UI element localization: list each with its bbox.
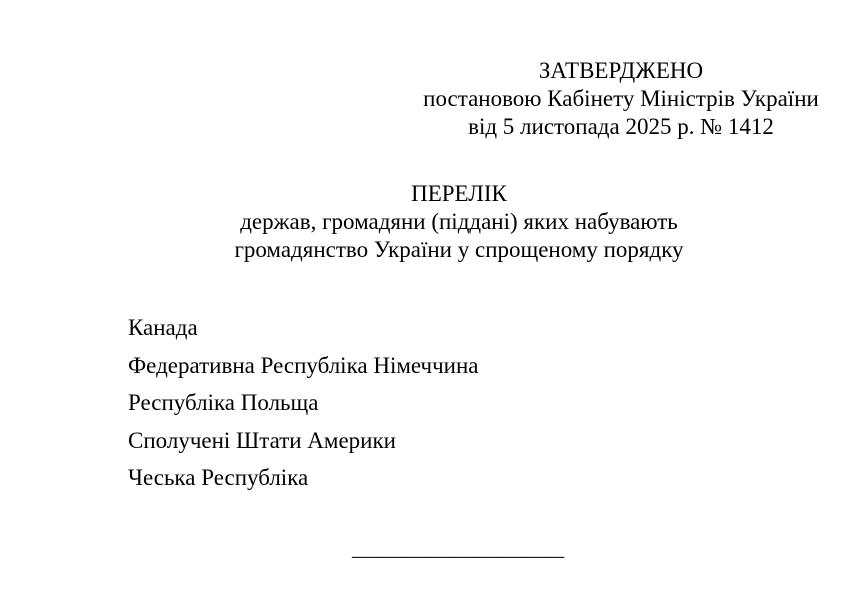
approval-date-number-line: від 5 листопада 2025 р. № 1412	[468, 114, 774, 139]
title-subtitle-line-2: громадянство України у спрощеному порядку	[234, 237, 684, 262]
country-item: Федеративна Республіка Німеччина	[128, 352, 479, 378]
countries-list	[128, 309, 479, 497]
approval-block	[361, 57, 859, 141]
title-block	[179, 180, 739, 264]
country-item: Республіка Польща	[128, 390, 319, 415]
signature-line: __________________	[352, 535, 565, 560]
country-item: Канада	[128, 315, 198, 340]
document-title: ПЕРЕЛІК	[411, 181, 507, 206]
title-subtitle-line-1: держав, громадяни (піддані) яких набувають	[240, 209, 678, 234]
approval-authority-line: постановою Кабінету Міністрів України	[423, 86, 819, 111]
country-item: Сполучені Штати Америки	[128, 427, 396, 453]
country-item: Чеська Республіка	[128, 465, 309, 490]
approval-heading: ЗАТВЕРДЖЕНО	[538, 58, 704, 83]
